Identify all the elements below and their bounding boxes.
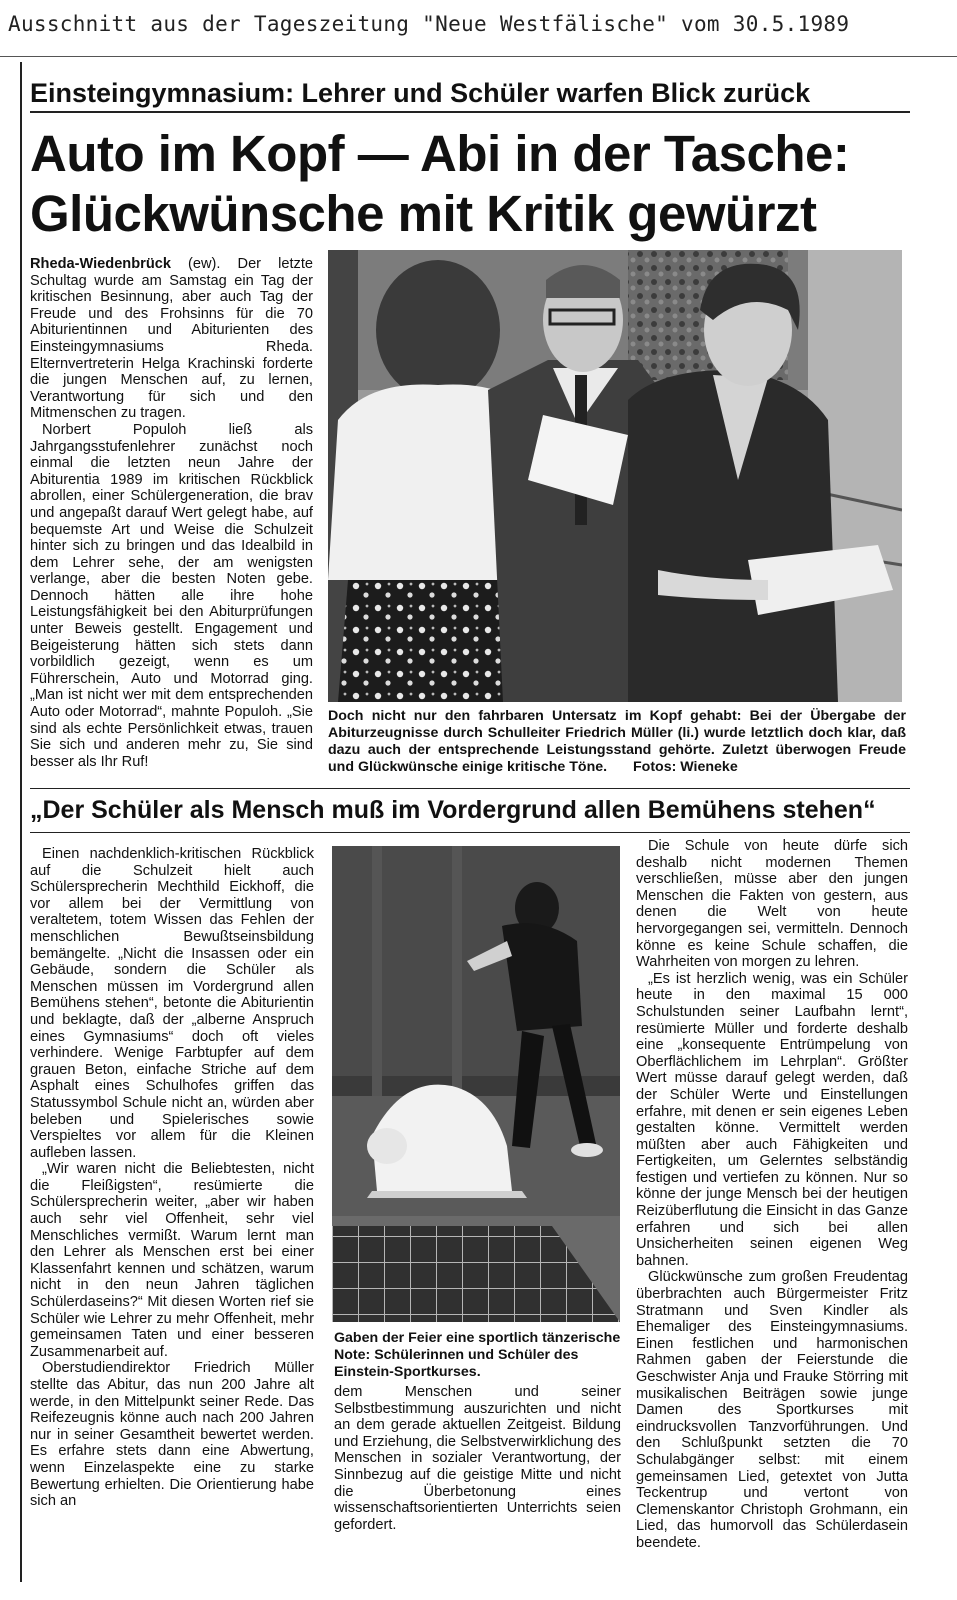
kicker-underline xyxy=(30,111,910,113)
photo-dance-performance xyxy=(332,846,620,1322)
photo-graduation-handover xyxy=(328,250,902,702)
paragraph: Die Schule von heute dürfe sich deshalb nicht modernen Themen verschließen, müsse aber den jungen Menschen die Fakten von gestern, aus denen die Welt von heute hervorgegangen sei, vermitteln. Dennoch könne es keine Schule schaffen, die Wahrheiten von morgen zu lehren. xyxy=(636,838,908,971)
caption-text: Doch nicht nur den fahrbaren Untersatz im Kopf gehabt: Bei der Übergabe der Abiturzeugnisse durch Schulleiter Friedrich Müller (li.) wurde letztlich doch klar, daß dazu auch der entsprechende Leistungsstand gehörte. Zuletzt überwogen Freude und Glückwünsche einige kritische Töne. xyxy=(328,708,906,775)
paragraph: Norbert Populoh ließ als Jahrgangsstufenlehrer zunächst noch einmal die letzten neun Jahre der Abiturentia 1989 im kritischen Rückblick abrollen, einer Schülergeneration, die brav und angepaßt darauf Wert gelegt habe, auf bequemste Art und Weise die Schulzeit hinter sich zu bringen und das Idealbild in dem Lehrer sehe, der am wenigsten verlange, aber die besten Noten gebe. Dennoch hätten alle ihre hohe Leistungsfähigkeit bei den Abiturprüfungen unter Beweis gestellt. Engagement und Beigeisterung hätten sich stets dann vorbildlich gezeigt, wenn es um Führerschein, Auto und Motorrad ging. „Man ist nicht wer mit dem entsprechenden Auto oder Motorrad“, mahnte Populoh. „Sie sind als echte Persönlichkeit etwas, trauen Sie sich und anderen mehr zu, Sie sind besser als Ihr Ruf! xyxy=(30,421,313,770)
photo-graduation-handover-image xyxy=(328,250,902,702)
clipping-left-border xyxy=(20,62,22,1582)
photo-dance-performance-image xyxy=(332,846,620,1322)
article-headline xyxy=(30,124,849,244)
paragraph-text: Der letzte Schultag wurde am Samstag ein Tag der kritischen Besinnung, aber auch Tag der Freude und des Frohsinns für die 70 Abiturientinnen und Abiturienten des Einsteingymnasiums Rheda. Elternvertreterin Helga Krachinski forderte die jungen Menschen auf, zu lernen, Verantwortung für sich und den Mitmenschen zu tragen. xyxy=(30,256,313,422)
dateline-suffix: (ew). xyxy=(170,256,238,272)
headline-line-2: Glückwünsche mit Kritik gewürzt xyxy=(30,185,817,242)
paragraph: Einen nachdenklich-kritischen Rückblick auf die Schulzeit hielt auch Schülersprecherin Mechthild Eickhoff, die vor allem bei der Vermittlung von veraltetem, totem Wissen das Fehlen der menschlichen Bewußtseinsbildung bemängelte. „Nicht die Insassen oder ein Gebäude, sondern die Schüler als Menschen müssen im Vordergrund allen Bemühens stehen“, betonte die Abiturientin und beklagte, daß der „alberne Anspruch eines Gymnasiums“ doch oft vieles verhindere. Wenige Farbtupfer auf dem grauen Beton, einfache Striche auf dem Asphalt eines Schulhofes griffen das Statussymbol Schule nicht an, würden aber beleben und Spielerisches sowie Verspieltes vor allem für die Kleinen aufleben lassen. xyxy=(30,846,314,1161)
article-column-1 xyxy=(30,256,313,770)
photo-caption-1 xyxy=(328,708,906,776)
section-rule-top xyxy=(30,788,910,789)
photo-caption-2: Gaben der Feier eine sportlich tänzerische Note: Schülerinnen und Schüler des Einstein-Sportkurses. xyxy=(334,1330,621,1380)
section-rule-bottom xyxy=(30,832,910,833)
paragraph xyxy=(30,256,313,422)
paragraph: Oberstudiendirektor Friedrich Müller stellte das Abitur, das nun 200 Jahre alt werde, in den Mittelpunkt seiner Rede. Das Reifezeugnis könne auch nach 200 Jahren nur in seiner Gesamtheit bewertet werden. Es erfahre stets dann eine Abwertung, wenn Einzelaspekte eine zu starke Bewertung erhielten. Die Orientierung habe sich an xyxy=(30,1360,314,1510)
dateline: Rheda-Wiedenbrück xyxy=(30,256,171,272)
article-column-4 xyxy=(636,838,908,1552)
article-column-3 xyxy=(334,1384,621,1533)
source-line: Ausschnitt aus der Tageszeitung "Neue Westfälische" vom 30.5.1989 xyxy=(8,12,850,36)
paragraph: dem Menschen und seiner Selbstbestimmung auszurichten und nicht an dem gerade aktuellen Zeitgeist. Bildung und Erziehung, die Selbstverwirklichung des Menschen in sozialer Verantwortung, der Sinnbezug auf die geistige Mitte und nicht die Überbetonung eines wissenschaftsorientierten Unterrichts seien gefordert. xyxy=(334,1384,621,1533)
top-rule xyxy=(0,56,957,57)
article-kicker: Einsteingymnasium: Lehrer und Schüler warfen Blick zurück xyxy=(30,78,811,108)
paragraph: „Es ist herzlich wenig, was ein Schüler heute in den maximal 15 000 Schulstunden seiner Laufbahn lernt“, resümierte Müller und forderte deshalb eine „konsequente Entrümpelung von Oberflächlichem im Lehrplan“. Größter Wert müsse darauf gelegt werden, daß der Schüler Werte und Einstellungen erfahre, mit denen er sein eigenes Leben gestalten könne. Vermittelt werden müßten aber auch Fähigkeiten und Fertigkeiten, um Gelerntes selbständig festigen und vertiefen zu können. Nur so könne der junge Mensch bei der heutigen Reizüberflutung die Einsicht in das Ganze erfahren und sich bei allen Unsicherheiten seinen eigenen Weg bahnen. xyxy=(636,970,908,1269)
photo-credit: Fotos: Wieneke xyxy=(633,759,738,775)
paragraph: „Wir waren nicht die Beliebtesten, nicht die Fleißigsten“, resümierte die Schülersprecherin weiter, „aber wir haben auch sehr viel Offenheit, sehr viel Menschliches vermißt. Warum lernt man den Lehrer als Menschen erst bei einer Klassenfahrt kennen und schätzen, warum nicht in den neun Jahren täglichen Schülerdaseins?“ Mit diesen Worten rief sie Schüler wie Lehrer zu mehr Offenheit, mehr gemeinsamen Taten und einer besseren Zusammenarbeit auf. xyxy=(30,1161,314,1360)
article-column-2 xyxy=(30,846,314,1510)
paragraph: Glückwünsche zum großen Freudentag überbrachten auch Bürgermeister Fritz Stratmann und Sven Kindler als Ehemaliger des Einsteingymnasiums. Einen festlichen und harmonischen Rahmen gaben der Feierstunde die Geschwister Anja und Frauke Störring mit musikalischen Beiträgen sowie junge Damen des Sportkurses mit eindrucksvollen Tanzvorführungen. Und den Schlußpunkt setzten die 70 Schulabgänger selbst: mit einem gemeinsamen Lied, getextet von Jutta Teckentrup und vertont von Clemenskantor Christoph Grohmann, ein Lied, das humorvoll das Schülerdasein beendete. xyxy=(636,1269,908,1551)
section-subheadline: „Der Schüler als Mensch muß im Vordergrund allen Bemühens stehen“ xyxy=(30,796,876,824)
headline-line-1: Auto im Kopf — Abi in der Tasche: xyxy=(30,125,850,182)
